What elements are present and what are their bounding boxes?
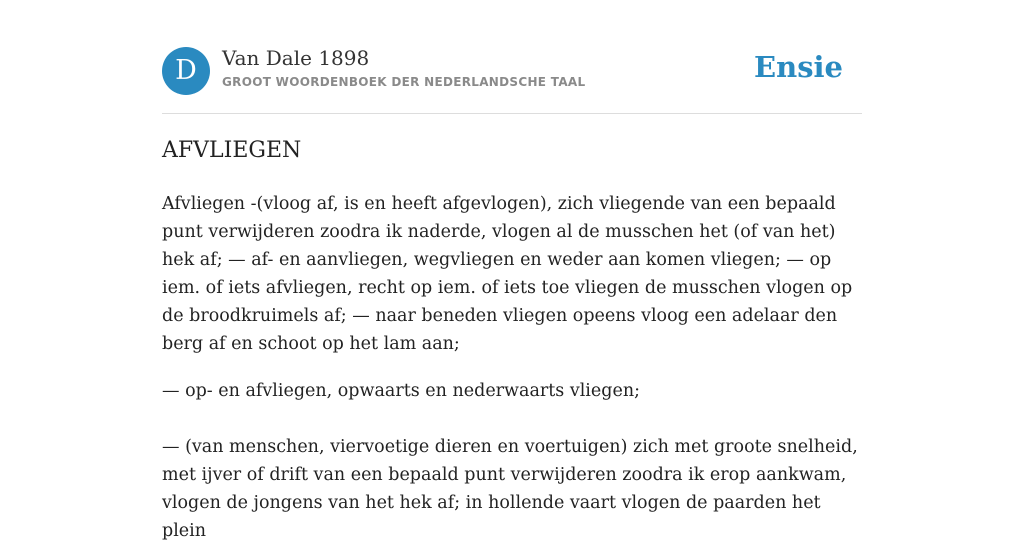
- header-divider: [162, 113, 862, 114]
- dictionary-title[interactable]: Van Dale 1898: [222, 46, 370, 70]
- dictionary-subtitle: GROOT WOORDENBOEK DER NEDERLANDSCHE TAAL: [222, 75, 586, 89]
- dictionary-logo[interactable]: D: [162, 47, 210, 95]
- entry-headword: AFVLIEGEN: [162, 138, 302, 163]
- ensie-logo-link[interactable]: Ensie: [754, 50, 843, 84]
- dictionary-header: [162, 46, 862, 98]
- entry-paragraph: Afvliegen -(vloog af, is en heeft afgevlogen), zich vliegende van een bepaald punt verwijderen zoodra ik naderde, vlogen al de musschen het (of van het) hek af; — af- en aanvliegen, wegvliegen en weder aan komen vliegen; — op iem. of iets afvliegen, recht op iem. of iets toe vliegen de musschen vlogen op de broodkruimels af; — naar beneden vliegen opeens vloog een adelaar den berg af en schoot op het lam aan;: [162, 194, 853, 354]
- entry-paragraph: — op- en afvliegen, opwaarts en nederwaarts vliegen;: [162, 381, 640, 401]
- entry-paragraph: — (van menschen, viervoetige dieren en voertuigen) zich met groote snelheid, met ijver of drift van een bepaald punt verwijderen zoodra ik erop aankwam, vlogen de jongens van het hek af; in hollende vaart vlogen de paarden het plein: [162, 437, 858, 541]
